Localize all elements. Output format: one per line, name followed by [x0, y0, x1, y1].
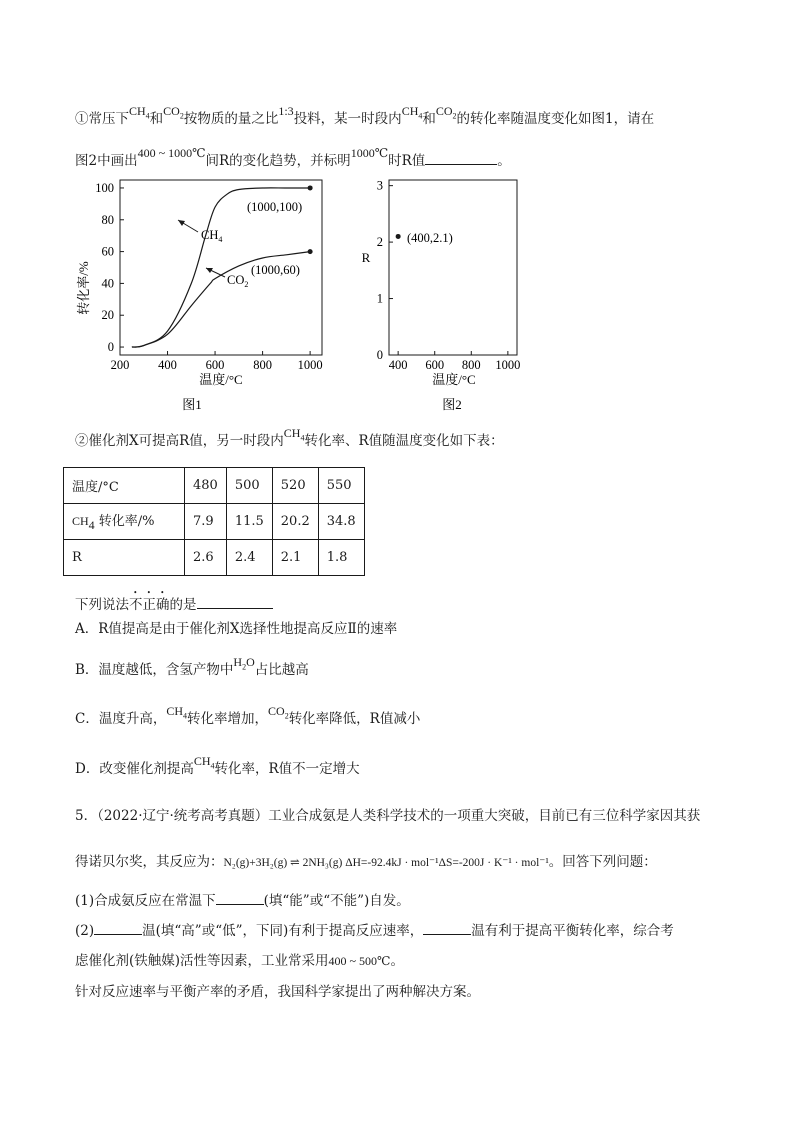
r-point-label: (400,2.1)	[407, 231, 453, 245]
y-axis-label: R	[361, 250, 371, 265]
table-cell: 11.5	[226, 504, 272, 540]
y-tick-label: 0	[376, 348, 383, 362]
q5-sub2: (2) 温(填“高”或“低”，下同)有利于提高反应速率， 温有利于提高平衡转化率，综合考	[75, 923, 674, 939]
y-tick-label: 100	[95, 180, 114, 195]
ch4-formula: $CH_4$	[193, 754, 215, 771]
answer-blank[interactable]	[216, 891, 264, 905]
ch4-curve-label: $CH_4$	[201, 228, 223, 244]
figure-2	[350, 178, 530, 413]
plot-frame	[389, 180, 517, 355]
y-axis-label: 转化率/%	[76, 261, 91, 315]
co2-formula: $CO_2$	[163, 104, 184, 121]
ch4-formula: $CH_4$	[129, 104, 150, 121]
ch4-formula: $CH_4$	[283, 426, 305, 443]
answer-blank[interactable]	[423, 921, 471, 935]
x-tick-label: 200	[110, 358, 130, 372]
q5-line2: 得诺贝尔奖，其反应为：N₂(g)+3H₂(g) ⇌ 2NH₃(g) ΔH=-92.4kJ · mol⁻¹ΔS=-200J · K⁻¹ · mol⁻¹。回答下列问题：	[75, 854, 657, 870]
table-cell: 7.9	[185, 504, 227, 540]
q1-line2: 图2中画出400 ~ 1000℃间R的变化趋势，并标明1000℃时R值 。	[75, 146, 511, 169]
answer-blank[interactable]	[197, 595, 273, 609]
y-tick-label: 0	[107, 340, 114, 355]
table-cell: 480	[185, 468, 227, 504]
x-tick-label: 800	[253, 358, 272, 372]
ch4-endpoint-marker	[308, 185, 313, 190]
r-data-point	[396, 234, 401, 239]
y-tick-label: 2	[376, 235, 383, 250]
co2-formula: $CO_2$	[268, 704, 289, 721]
table-row	[64, 468, 365, 504]
question-ask: 下列说法不正确的是	[75, 589, 273, 614]
table-cell: 2.4	[226, 540, 272, 576]
q5-sub3: 虑催化剂(铁触媒)活性等因素，工业常采用400 ~ 500℃。	[75, 953, 404, 969]
h2o-formula: $H_2O$	[233, 655, 255, 672]
table-cell: 34.8	[318, 504, 364, 540]
table-cell: 500	[226, 468, 272, 504]
figure-1-chart	[70, 178, 340, 413]
data-table	[63, 467, 365, 576]
figure-caption: 图1	[182, 397, 202, 412]
ch4-endpoint-label: (1000,100)	[247, 200, 303, 214]
temp-1000: 1000℃	[350, 146, 389, 160]
temp-range: 400 ~ 500℃	[328, 954, 391, 968]
table-cell: 550	[318, 468, 364, 504]
y-tick-label: 60	[101, 244, 114, 259]
table-cell: 温度/°C	[64, 468, 185, 504]
x-axis-label: 温度/°C	[432, 372, 476, 387]
x-axis-label: 温度/°C	[199, 372, 243, 387]
table-cell: R	[64, 540, 185, 576]
q2-intro: ②催化剂X可提高R值，另一时段内$CH_4$转化率、R值随温度变化如下表：	[75, 426, 504, 449]
ratio-value: 1:3	[278, 104, 294, 118]
table-cell: 2.6	[185, 540, 227, 576]
x-tick-label: 1000	[495, 358, 521, 372]
co2-endpoint-label: (1000,60)	[251, 263, 300, 277]
table-row	[64, 540, 365, 576]
x-tick-label: 400	[388, 358, 408, 372]
q5-sub4: 针对反应速率与平衡产率的矛盾，我国科学家提出了两种解决方案。	[75, 984, 480, 1000]
answer-blank[interactable]	[94, 921, 142, 935]
ch4-formula: $CH_4$	[166, 704, 188, 721]
figure-2-chart	[350, 178, 530, 413]
table-cell: $CH_4$ 转化率/%	[64, 504, 185, 540]
emphasized-text: 不正确	[129, 597, 170, 613]
reaction-equation: N₂(g)+3H₂(g) ⇌ 2NH₃(g) ΔH=-92.4kJ · mol⁻¹ΔS=-200J · K⁻¹ · mol⁻¹	[223, 857, 549, 869]
q1-text: ①常压下	[75, 111, 129, 127]
y-tick-label: 40	[101, 276, 114, 291]
x-tick-label: 600	[205, 358, 225, 372]
q5-line1: 5．（2022·辽宁·统考高考真题）工业合成氨是人类科学技术的一项重大突破，目前已有三位科学家因其获	[75, 808, 701, 824]
table-row	[64, 504, 365, 540]
table-cell: 20.2	[272, 504, 318, 540]
figure-caption: 图2	[442, 397, 462, 412]
x-tick-label: 1000	[297, 358, 323, 372]
table-cell: 520	[272, 468, 318, 504]
table-cell: 2.1	[272, 540, 318, 576]
x-tick-label: 400	[158, 358, 177, 372]
y-tick-label: 80	[101, 212, 114, 227]
co2-formula: $CO_2$	[435, 104, 457, 121]
x-tick-label: 600	[425, 358, 445, 372]
y-tick-label: 1	[376, 291, 383, 306]
temp-range: 400 ~ 1000℃	[137, 146, 206, 160]
table-cell: 1.8	[318, 540, 364, 576]
figure-1	[70, 178, 340, 413]
option-d: D．改变催化剂提高$CH_4$转化率，R值不一定增大	[75, 754, 360, 777]
y-tick-label: 3	[376, 178, 383, 193]
q1-line1: ①常压下$CH_4$和$CO_2$按物质的量之比1:3投料，某一时段内$CH_4$和$CO_2$的转化率随温度变化如图1，请在	[75, 104, 655, 127]
ch4-formula: $CH_4$	[401, 104, 423, 121]
y-tick-label: 20	[101, 308, 114, 323]
option-c: C．温度升高，$CH_4$转化率增加，$CO_2$转化率降低，R值减小	[75, 704, 421, 727]
x-tick-label: 800	[461, 358, 481, 372]
figure-2-axes	[377, 179, 521, 372]
q5-sub1: (1)合成氨反应在常温下 (填“能”或“不能”)自发。	[75, 893, 410, 909]
option-a: A．R值提高是由于催化剂X选择性地提高反应Ⅱ的速率	[75, 621, 398, 637]
option-b: B．温度越低，含氢产物中$H_2O$占比越高	[75, 655, 309, 678]
co2-curve-label: $CO_2$	[227, 273, 249, 289]
co2-endpoint-marker	[308, 249, 313, 254]
answer-blank[interactable]	[425, 151, 497, 165]
